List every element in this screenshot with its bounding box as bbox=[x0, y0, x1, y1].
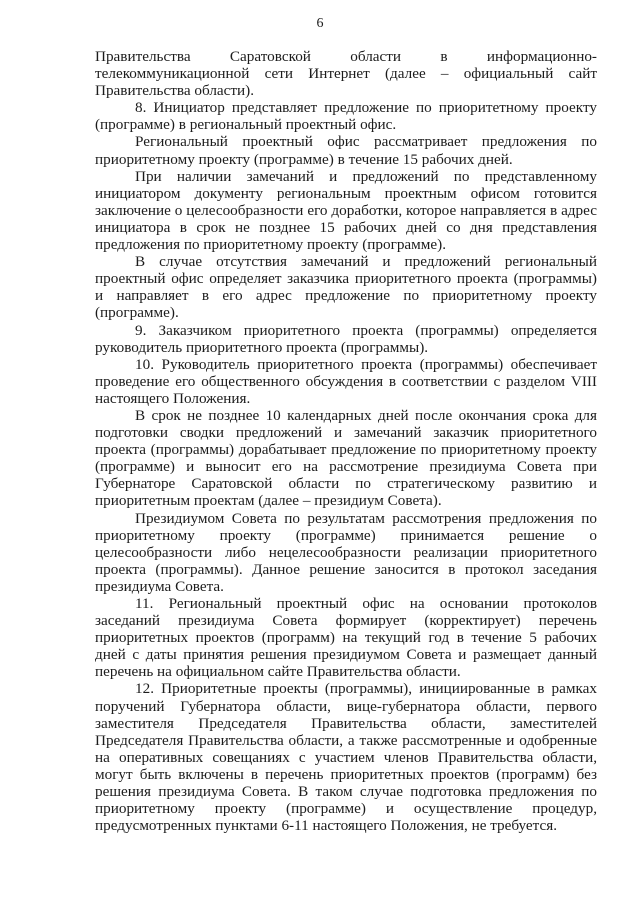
document-body bbox=[95, 48, 597, 834]
paragraph-7: 10. Руководитель приоритетного проекта (программы) обеспечивает проведение его общественного обсуждения в соответствии с разделом VIII настоящего Положения. bbox=[95, 355, 597, 407]
paragraph-9: Президиумом Совета по результатам рассмотрения предложения по приоритетному проекту (программе) принимается решение о целесообразности либо нецелесообразности реализации приоритетного проекта (программы). Данное решение заносится в протокол заседания президиума Совета. bbox=[95, 509, 597, 595]
paragraph-10: 11. Региональный проектный офис на основании протоколов заседаний президиума Совета формирует (корректирует) перечень приоритетных проектов (программ) на текущий год в течение 5 рабочих дней с даты принятия решения президиумом Совета и размещает данный перечень на официальном сайте Правительства области. bbox=[95, 595, 597, 681]
paragraph-8: В срок не позднее 10 календарных дней после окончания срока для подготовки сводки предложений и замечаний заказчик приоритетного проекта (программы) дорабатывает предложение по приоритетному проекту (программе) и выносит его на рассмотрение президиума Совета при Губернаторе Саратовской области по стратегическому развитию и приоритетным проектам (далее – президиум Совета). bbox=[95, 406, 597, 510]
paragraph-1: Правительства Саратовской области в информационно-телекоммуникационной сети Интернет (далее – официальный сайт Правительства области). bbox=[95, 48, 597, 100]
paragraph-5: В случае отсутствия замечаний и предложений региональный проектный офис определяет заказчика приоритетного проекта (программы) и направляет в его адрес предложение по приоритетному проекту (программе). bbox=[95, 253, 597, 322]
paragraph-3: Региональный проектный офис рассматривает предложения по приоритетному проекту (программе) в течение 15 рабочих дней. bbox=[95, 133, 597, 168]
paragraph-6: 9. Заказчиком приоритетного проекта (программы) определяется руководитель приоритетного проекта (программы). bbox=[95, 321, 597, 356]
paragraph-2: 8. Инициатор представляет предложение по приоритетному проекту (программе) в региональный проектный офис. bbox=[95, 99, 597, 134]
paragraph-11: 12. Приоритетные проекты (программы), инициированные в рамках поручений Губернатора области, вице-губернатора области, первого заместителя Председателя Правительства области, заместителей Председателя Правительства области, а также рассмотренные и одобренные на оперативных совещаниях с участием членов Правительства области, могут быть включены в перечень приоритетных проектов (программ) без решения президиума Совета. В таком случае подготовка предложения по приоритетному проекту (программе) и осуществление процедур, предусмотренных пунктами 6-11 настоящего Положения, не требуется. bbox=[95, 680, 597, 835]
page-number: 6 bbox=[316, 16, 324, 31]
paragraph-4: При наличии замечаний и предложений по представленному инициатором документу региональным проектным офисом готовится заключение о целесообразности его доработки, которое направляется в адрес инициатора в срок не позднее 15 рабочих дней со дня представления предложения по приоритетному проекту (программе). bbox=[95, 167, 597, 254]
